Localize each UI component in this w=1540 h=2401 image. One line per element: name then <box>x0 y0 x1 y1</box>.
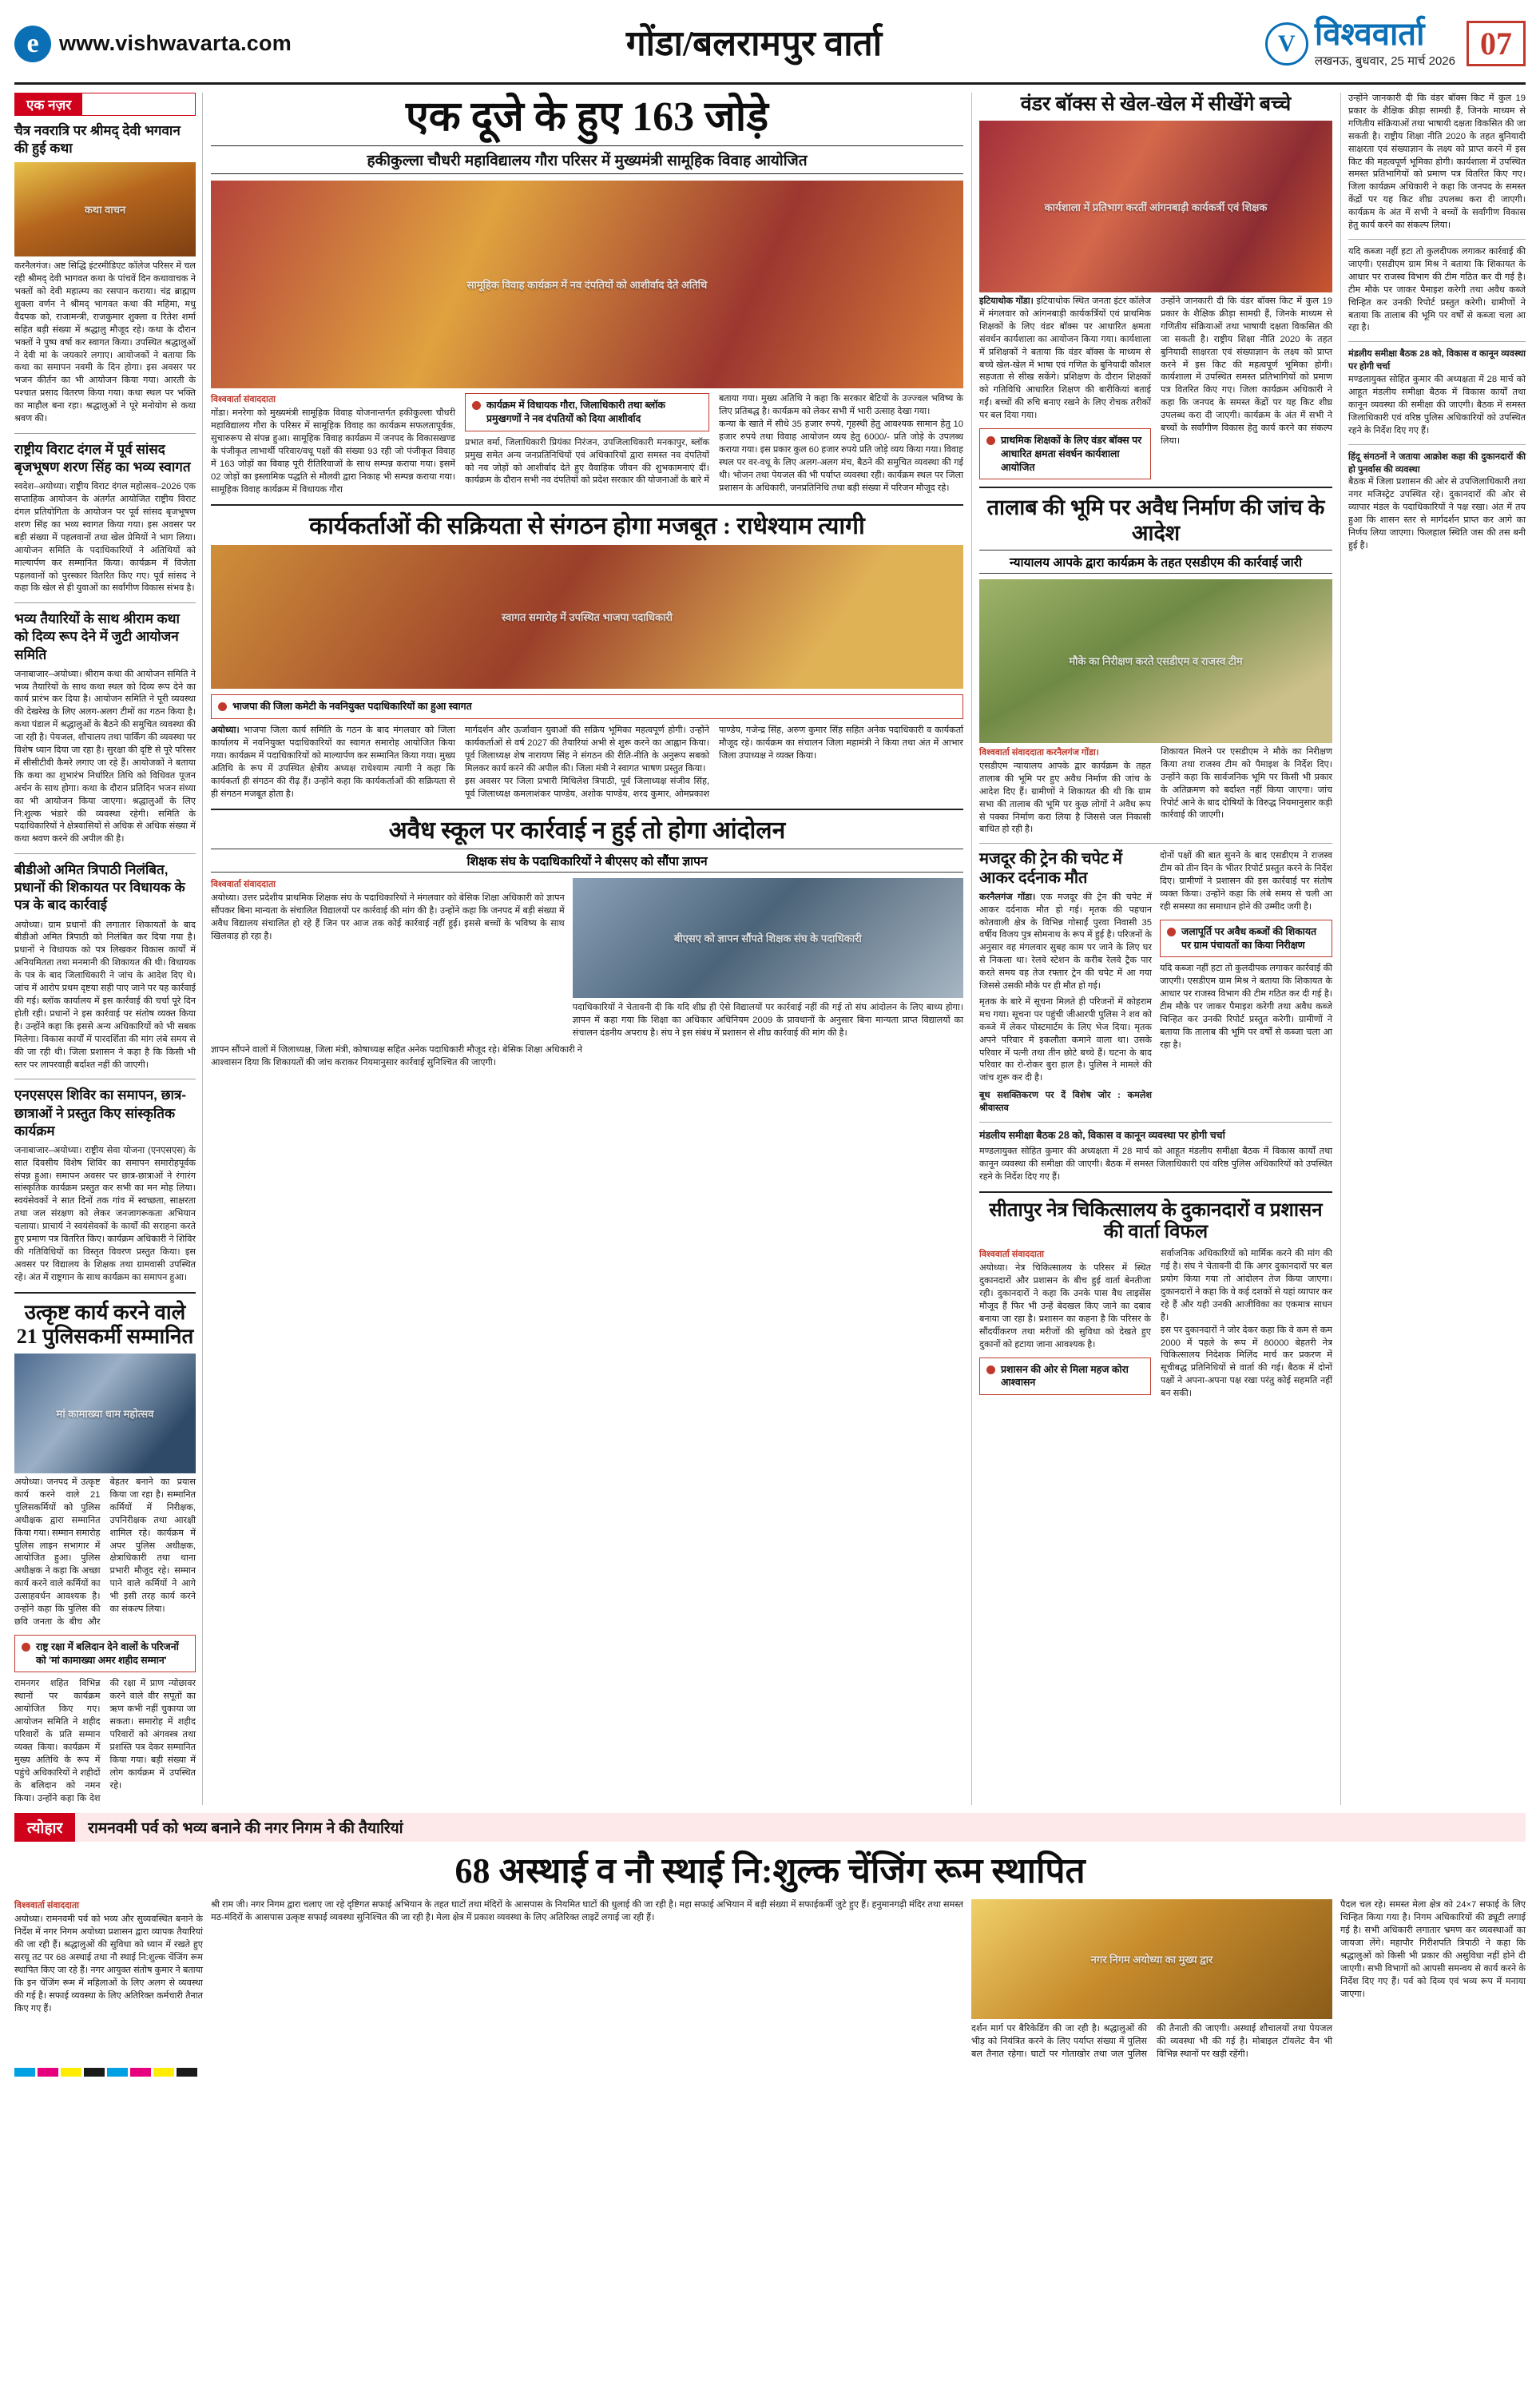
sidebar-headline-1[interactable]: चैत्र नवरात्रि पर श्रीमद् देवी भगवान की हुई कथा <box>14 123 181 157</box>
majdoor-byline: करनैलगंज गोंडा। <box>979 892 1036 902</box>
bullet-dot-icon <box>22 1643 30 1652</box>
reg-swatch-black-2 <box>177 2068 197 2077</box>
lead-headline[interactable]: एक दूजे के हुए 163 जोड़े <box>405 94 769 140</box>
reg-swatch-magenta <box>38 2068 58 2077</box>
lead-col-3: कन्या के खाते में सीधे 35 हजार रुपये, गृहस्थी हेतु आवश्यक सामान हेतु 10 हजार रुपये तथा विवाह आयोजन व्यय हेतु 6000/- प्रति जोड़े के उपलब्ध कराया गया। इस प्रकार कुल 60 हजार रुपये प्रति जोड़े व्यय किया गया। विवाह स्थल पर वर-वधू के लिए अलग-अलग मंच, बैठने की समुचित व्यवस्था की गई थी। भोजन तथा पेयजल की भी पर्याप्त व्यवस्था रही। कार्यक्रम स्थल पर जिला प्रशासन के अधिकारी, जनप्रतिनिधि तथा बड़ी संख्या में परिजन मौजूद रहे। <box>719 419 963 493</box>
color-registration-bar <box>14 2068 1526 2077</box>
lead-col-1: गोंडा। मनरेगा को मुख्यमंत्री सामूहिक विवाह योजनान्तर्गत हकीकुल्ला चौधरी महाविद्यालय गौरा के परिसर में सामूहिक विवाह का कार्यक्रम सफलतापूर्वक, सुचारुरूप से संपन्न हुआ। सामूहिक विवाह कार्यक्रम में जनपद के विकासखण्ड के पंजीकृत लाभार्थी परिवार/वधू पक्षों की संख्या 93 रही जो पंजीकृत विवाह में 163 जोड़ों का विवाह पूरी रीतिरिवाजों के साथ सम्पन्न कराया गया। इसमें 02 जोड़ों का इस्लामिक पद्धति से मौलवी द्वारा निकाह भी सम्पन्न कराया गया। सामूहिक विवाह कार्यक्रम में विधायक गौरा <box>211 408 455 495</box>
sitapur-byline: विश्ववार्ता संवाददाता <box>979 1250 1044 1260</box>
festival-text-4: पैदल चल रहे। समस्त मेला क्षेत्र को 24×7 सफाई के लिए चिन्हित किया गया है। निगम अधिकारियों की ड्यूटी लगाई गई है। सभी अधिकारी लगातार भ्रमण कर व्यवस्थाओं का जायजा लेंगे। महापौर गिरीशपति त्रिपाठी ने कहा कि श्रद्धालुओं को किसी भी प्रकार की असुविधा नहीं होने दी जाएगी। सभी विभागों को आपसी समन्वय से कार्य करने के निर्देश दिए गए हैं। पर्व को दिव्य एवं भव्य रूप में मनाया जाएगा। <box>1340 1900 1526 1999</box>
majdoor-col-2: मृतक के बारे में सूचना मिलते ही परिजनों में कोहराम मच गया। सूचना पर पहुंची जीआरपी पुलिस ने शव को कब्जे में लेकर पोस्टमार्टम के लिए भेज दिया। मृतक अपने परिवार में इकलौता कमाने वाला था। उसके परिवार में पत्नी तथा तीन छोटे बच्चे हैं। घटना के बाद परिवार का रो-रोकर बुरा हाल है। पुलिस ने मामले की जांच शुरू कर दी है। <box>979 996 1152 1083</box>
sidebar-text-2: स्वदेश–अयोध्या। राष्ट्रीय विराट दंगल महोत्सव–2026 एक सप्ताहिक आयोजन के अंतर्गत आयोजित राष्ट्रीय विराट दंगल प्रतियोगिता के आयोजन पर पूर्व सांसद बृजभूषण शरण सिंह का भव्य स्वागत किया गया। इस अवसर पर बड़ी संख्या में पहलवानों तथा खेल प्रेमियों ने भाग लिया। आयोजन समिति के पदाधिकारियों ने अतिथियों को माल्यार्पण कर सम्मानित किया। कार्यक्रम में विजेता पहलवानों को पुरस्कार वितरित किए गए। पूर्व सांसद ने कहा कि खेल से ही युवाओं का सर्वांगीण विकास संभव है। <box>14 482 196 594</box>
sidebar-callout-6 <box>14 1635 196 1672</box>
festival-strip-text: रामनवमी पर्व को भव्य बनाने की नगर निगम ने की तैयारियां <box>75 1813 1526 1842</box>
photo-placeholder-text: कथा वाचन <box>84 204 126 217</box>
bjp-headline[interactable]: कार्यकर्ताओं की सक्रियता से संगठन होगा मजबूत : राधेश्याम त्यागी <box>309 512 865 539</box>
callout-text: राष्ट्र रक्षा में बलिदान देने वालों के परिजनों को 'मां कामाख्या अमर शहीद सम्मान' <box>36 1640 179 1666</box>
divider <box>211 809 963 810</box>
bjp-callout <box>211 694 963 719</box>
sidebar-text-1: करनैलगंज। अष्ट सिद्धि इंटरमीडिएट कॉलेज परिसर में चल रही श्रीमद् देवी भागवत कथा के पांचवें दिन कथावाचक ने भक्तों को देवी महात्म्य का रसपान कराया। चंद्र ब्राह्मण शुक्ला वर्णन ने श्रीमद् भागवत कथा की महिमा, मधु वैदपक को, राजामन्त्री, राजकुमार शुक्ला व रितेश शर्मा सहित बड़ी संख्या में श्रद्धालु मौजूद रहे। कथा के दौरान भक्तों ने पुष्प वर्षा कर स्वागत किया। उपस्थित श्रद्धालुओं ने देवी मां के जयकारे लगाए। आयोजकों ने बताया कि कथा का समापन नवमी के दिन होगा। इस अवसर पर भजन कीर्तन का भी आयोजन किया गया। आरती के पश्चात प्रसाद वितरण किया गया। कथा स्थल पर भक्ति का माहौल बना रहा। श्रद्धालुओं ने पूरे मनोयोग से कथा श्रवण की। <box>14 261 196 424</box>
majdoor-col-1: एक मजदूर की ट्रेन की चपेट में आकर दर्दनाक मौत हो गई। मृतक की पहचान कोतवाली क्षेत्र के विभिन्न गोसाईं पुरवा निवासी 35 वर्षीय विजय पुत्र सोमनाथ के रूप में हुई है। परिजनों के अनुसार वह मंगलवार सुबह काम पर जाने के लिए घर से निकला था। रेलवे स्टेशन के करीब रेलवे ट्रैक पार करते समय वह तेज रफ्तार ट्रेन की चपेट में आ गया जिससे उसकी मौके पर ही मौत हो गई। <box>979 892 1152 992</box>
divider <box>979 1122 1332 1123</box>
school-byline: विश्ववार्ता संवाददाता <box>211 880 276 890</box>
brand-block <box>1265 18 1455 69</box>
wonderbox-photo <box>979 121 1332 292</box>
photo-caption-overlay: कार्यशाला में प्रतिभाग करतीं आंगनबाड़ी कार्यकर्त्री एवं शिक्षक <box>1044 201 1268 213</box>
lead-byline: विश्ववार्ता संवाददाता <box>211 395 276 405</box>
lead-col-2: प्रभात वर्मा, जिलाधिकारी प्रियंका निरंजन, उपजिलाधिकारी मनकापुर, ब्लॉक प्रमुख समेत अन्य जनप्रतिनिधियों एवं अधिकारियों द्वारा समस्त नव दंपतियों को नव जोड़ों को आशीर्वाद देते हुए वैवाहिक जीवन की शुभकामनाएं दीं। कार्यक्रम के दौरान सभी नव दंपतियों को प्रदेश सरकार की योजनाओं के बारे में बताया गया। मुख्य अतिथि ने कहा कि सरकार बेटियों के उज्ज्वल भविष्य के लिए प्रतिबद्ध है। कार्यक्रम को लेकर सभी में भारी उत्साह देखा गया। <box>465 394 963 486</box>
talab-col-4: यदि कब्जा नहीं हटा तो कुलदीपक लगाकर कार्रवाई की जाएगी। एसडीएम ग्राम मिश्र ने बताया कि शिकायत के आधार पर राजस्व विभाग की टीम गठित कर दी गई है। टीम मौके पर जाकर पैमाइश करेगी तथा अवैध कब्जे चिन्हित कर उनकी रिपोर्ट प्रस्तुत करेगी। ग्रामीणों ने बताया कि तालाब की भूमि पर वर्षों से कब्जा चला आ रहा है। <box>1160 964 1332 1050</box>
sidebar-text-6b: रामनगर शहित विभिन्न स्थानों पर कार्यक्रम आयोजित किए गए। आयोजन समिति ने शहीद परिवारों के प्रति सम्मान व्यक्त किया। कार्यक्रम में मुख्य अतिथि के रूप में पहुंचे अधिकारियों ने शहीदों के बलिदान को नमन किया। उन्होंने कहा कि देश की रक्षा में प्राण न्योछावर करने वाले वीर सपूतों का ऋण कभी नहीं चुकाया जा सकता। समारोह में शहीद परिवारों को अंगवस्त्र तथा प्रशस्ति पत्र देकर सम्मानित किया गया। बड़ी संख्या में लोग कार्यक्रम में उपस्थित रहे। <box>14 1679 196 1803</box>
festival-text-3: दर्शन मार्ग पर बैरिकेडिंग की जा रही है। श्रद्धालुओं की भीड़ को नियंत्रित करने के लिए पर्याप्त संख्या में पुलिस बल तैनात रहेगा। घाटों पर गोताखोर तथा जल पुलिस की तैनाती की जाएगी। अस्थाई शौचालयों तथा पेयजल की व्यवस्था भी की गई है। मोबाइल टॉयलेट वैन भी विभिन्न स्थानों पर खड़ी रहेंगी। <box>971 2024 1332 2060</box>
talab-photo <box>979 579 1332 743</box>
sidebar-headline-2[interactable]: राष्ट्रीय विराट दंगल में पूर्व सांसद बृजभूषण शरण सिंह का भव्य स्वागत <box>14 441 191 475</box>
bullet-dot-icon <box>218 702 227 711</box>
reg-swatch-magenta-2 <box>130 2068 151 2077</box>
talab-headline[interactable]: तालाब की भूमि पर अवैध निर्माण की जांच के आदेश <box>986 495 1325 545</box>
far-right-column <box>1340 93 1526 1805</box>
sidebar-photo-1 <box>14 162 196 256</box>
meeting-notice-right-text: मण्डलायुक्त सोहित कुमार की अध्यक्षता में 28 मार्च को आहूत मंडलीय समीक्षा बैठक में विकास कार्यों तथा कानून व्यवस्था की समीक्षा की जाएगी। बैठक में समस्त जिलाधिकारी एवं वरिष्ठ पुलिस अधिकारियों को उपस्थित रहने के निर्देश दिए गए हैं। <box>1348 375 1526 435</box>
festival-text-2: श्री राम जी। नगर निगम द्वारा चलाए जा रहे दृष्टिगत सफाई अभियान के तहत घाटों तथा मंदिरों के आसपास के नियमित घाटों की धुलाई की जा रही है। महा सफाई अभियान में बड़ी संख्या में सफाईकर्मी जुटे हुए हैं। हनुमानगढ़ी मंदिर तथा समस्त मठ-मंदिरों के आसपास उत्कृष्ट सफाई व्यवस्था सुनिश्चित की जा रही है। मेला क्षेत्र में प्रकाश व्यवस्था के लिए अतिरिक्त लाइटें लगाई जा रही हैं। <box>211 1900 963 1923</box>
festival-headline[interactable]: 68 अस्थाई व नौ स्थाई नि:शुल्क चेंजिंग रूम स्थापित <box>454 1851 1086 1891</box>
meeting-notice-headline[interactable]: मंडलीय समीक्षा बैठक 28 को, विकास व कानून व्यवस्था पर होगी चर्चा <box>979 1130 1225 1142</box>
brand-subtitle: लखनऊ, बुधवार, 25 मार्च 2026 <box>1314 54 1455 68</box>
photo-caption-overlay: स्वागत समारोह में उपस्थित भाजपा पदाधिकारी <box>501 611 673 624</box>
festival-photo <box>971 1899 1332 2019</box>
lead-subhead: हकीकुल्ला चौधरी महाविद्यालय गौरा परिसर में मुख्यमंत्री सामूहिक विवाह आयोजित <box>211 145 963 174</box>
sidebar-column <box>14 93 203 1805</box>
school-photo <box>573 878 963 998</box>
meeting-notice-right[interactable]: मंडलीय समीक्षा बैठक 28 को, विकास व कानून व्यवस्था पर होगी चर्चा <box>1348 349 1526 372</box>
masthead-right <box>1078 18 1526 69</box>
lead-photo <box>211 181 963 388</box>
reg-swatch-yellow <box>61 2068 81 2077</box>
photo-caption-overlay: नगर निगम अयोध्या का मुख्य द्वार <box>1090 1954 1213 1966</box>
talab-col-2: शिकायत मिलने पर एसडीएम ने मौके का निरीक्षण किया तथा राजस्व टीम को पैमाइश के निर्देश दिए। उन्होंने कहा कि सार्वजनिक भूमि पर किसी भी प्रकार के अतिक्रमण को बर्दाश्त नहीं किया जाएगा। जांच रिपोर्ट आने के बाद दोषियों के विरुद्ध नियमानुसार कड़ी कार्रवाई की जाएगी। <box>1161 746 1332 821</box>
divider <box>1348 444 1526 445</box>
school-col-1: अयोध्या। उत्तर प्रदेशीय प्राथमिक शिक्षक संघ के पदाधिकारियों ने मंगलवार को बेसिक शिक्षा अधिकारी को ज्ञापन सौंपकर बिना मान्यता के संचालित विद्यालयों पर कार्रवाई की मांग की है। उन्होंने कहा कि जनपद में बड़ी संख्या में अवैध विद्यालय संचालित हो रहे हैं जिन पर आज तक कोई कार्रवाई नहीं हुई। इससे बच्चों के भविष्य के साथ खिलवाड़ हो रहा है। <box>211 893 565 942</box>
wonderbox-col-2: उन्होंने जानकारी दी कि वंडर बॉक्स किट में कुल 19 प्रकार के शैक्षिक क्रीड़ा सामग्री हैं, जिनके माध्यम से गणितीय संक्रियाओं तथा भाषायी दक्षता विकसित की जा सकती है। राष्ट्रीय शिक्षा नीति 2020 के तहत बुनियादी साक्षरता एवं संख्याज्ञान के लक्ष्य को प्राप्त करने में इस किट की महत्वपूर्ण भूमिका होगी। कार्यशाला में उपस्थित समस्त प्रतिभागियों को प्रमाण पत्र वितरित किए गए। जिला कार्यक्रम अधिकारी ने कहा कि जनपद के समस्त केंद्रों पर यह किट शीघ्र उपलब्ध करा दी जाएगी। कार्यक्रम के अंत में सभी ने बच्चों के सर्वांगीण विकास हेतु कार्य करने का संकल्प लिया। <box>1161 296 1332 446</box>
talab-extra: यदि कब्जा नहीं हटा तो कुलदीपक लगाकर कार्रवाई की जाएगी। एसडीएम ग्राम मिश्र ने बताया कि शिकायत के आधार पर राजस्व विभाग की टीम गठित कर दी गई है। टीम मौके पर जाकर पैमाइश करेगी तथा अवैध कब्जे चिन्हित कर उनकी रिपोर्ट प्रस्तुत करेगी। ग्रामीणों ने बताया कि तालाब की भूमि पर वर्षों से कब्जा चला आ रहा है। <box>1348 246 1526 333</box>
ek-nazar-box <box>14 93 196 116</box>
callout-text: प्राथमिक शिक्षकों के लिए वंडर बॉक्स पर आधारित क्षमता संवर्धन कार्यशाला आयोजित <box>1001 435 1142 473</box>
school-block <box>211 878 963 1040</box>
masthead <box>14 11 1526 85</box>
bjp-body <box>211 725 963 801</box>
majdoor-left <box>979 850 1152 1115</box>
wonderbox-extra: उन्होंने जानकारी दी कि वंडर बॉक्स किट में कुल 19 प्रकार के शैक्षिक क्रीड़ा सामग्री हैं, जिनके माध्यम से गणितीय संक्रियाओं तथा भाषायी दक्षता विकसित की जा सकती है। राष्ट्रीय शिक्षा नीति 2020 के तहत बुनियादी साक्षरता एवं संख्याज्ञान के लक्ष्य को प्राप्त करने में इस किट की महत्वपूर्ण भूमिका होगी। कार्यशाला में उपस्थित समस्त प्रतिभागियों को प्रमाण पत्र वितरित किए गए। जिला कार्यक्रम अधिकारी ने कहा कि जनपद के समस्त केंद्रों पर यह किट शीघ्र उपलब्ध करा दी जाएगी। कार्यक्रम के अंत में सभी ने बच्चों के सर्वांगीण विकास हेतु कार्य करने का संकल्प लिया। <box>1348 93 1526 231</box>
center-right-column <box>971 93 1332 1805</box>
sidebar-text-6: अयोध्या। जनपद में उत्कृष्ट कार्य करने वाले 21 पुलिसकर्मियों को पुलिस अधीक्षक द्वारा सम्मानित किया गया। सम्मान समारोह पुलिस लाइन सभागार में आयोजित हुआ। पुलिस अधीक्षक ने कहा कि अच्छा कार्य करने वाले कर्मियों का उत्साहवर्धन आवश्यक है। उन्होंने कहा कि पुलिस की छवि जनता के बीच और बेहतर बनाने का प्रयास किया जा रहा है। सम्मानित कर्मियों में निरीक्षक, उपनिरीक्षक तथा आरक्षी शामिल रहे। कार्यक्रम में अपर पुलिस अधीक्षक, क्षेत्राधिकारी तथा थाना प्रभारी मौजूद रहे। सम्मान पाने वाले कर्मियों ने आगे भी इसी तरह कार्य करने का संकल्प लिया। <box>14 1477 196 1627</box>
photo-caption-overlay: बीएसए को ज्ञापन सौंपते शिक्षक संघ के पदाधिकारी <box>673 932 862 945</box>
wonderbox-col-1: इटियाथोक स्थित जनता इंटर कॉलेज में मंगलवार को आंगनबाड़ी कार्यकर्त्रियों एवं प्राथमिक शिक्षकों के लिए वंडर बॉक्स पर आधारित क्षमता संवर्धन कार्यशाला का आयोजन किया गया। कार्यशाला में प्रशिक्षकों ने बताया कि वंडर बॉक्स के माध्यम से बच्चे खेल-खेल में भाषा एवं गणित के बुनियादी कौशल सहजता से सीख सकेंगे। प्रशिक्षण के दौरान शिक्षकों को गतिविधि आधारित शिक्षण की बारीकियां बताई गईं। बच्चों की रुचि बनाए रखने के लिए रोचक तरीकों पर बल दिया गया। <box>979 296 1152 421</box>
talab-byline: विश्ववार्ता संवाददाता करनैलगंज गोंडा। <box>979 747 1099 757</box>
sidebar-text-3: जनाबाजार–अयोध्या। श्रीराम कथा की आयोजन समिति ने भव्य तैयारियों के साथ कथा स्थल को दिव्य रूप देने का कार्य प्रारंभ कर दिया है। आयोजन समिति ने पूरी व्यवस्था की देखरेख के लिए अलग-अलग टीमों का गठन किया है। कथा पंडाल में श्रद्धालुओं के बैठने की समुचित व्यवस्था की जा रही है। पेयजल, शौचालय तथा पार्किंग की व्यवस्था पर विशेष ध्यान दिया जा रहा है। सुरक्षा की दृष्टि से पूरे परिसर में सीसीटीवी कैमरे लगाए जा रहे हैं। आयोजकों ने बताया कि कथा का शुभारंभ निर्धारित तिथि को विधिवत पूजन अर्चन के साथ होगा। कथा के दौरान प्रतिदिन भजन संध्या का भी आयोजन किया जाएगा। श्रद्धालुओं के लिए नि:शुल्क भंडारे की व्यवस्था रहेगी। समिति के पदाधिकारियों ने क्षेत्रवासियों से अधिक से अधिक संख्या में कथा श्रवण करने की अपील की है। <box>14 669 196 845</box>
talab-right <box>1160 850 1332 1115</box>
festival-byline: विश्ववार्ता संवाददाता <box>14 1901 79 1911</box>
sitapur-right-head: हिंदू संगठनों ने जताया आक्रोश कहा की दुकानदारों की हो पुनर्वास की व्यवस्था <box>1348 451 1526 475</box>
reg-swatch-cyan-2 <box>107 2068 128 2077</box>
sidebar-headline-5[interactable]: एनएसएस शिविर का समापन, छात्र-छात्राओं ने प्रस्तुत किए सांस्कृतिक कार्यक्रम <box>14 1087 186 1139</box>
school-col-3: ज्ञापन सौंपने वालों में जिलाध्यक्ष, जिला मंत्री, कोषाध्यक्ष सहित अनेक पदाधिकारी मौजूद रहे। बेसिक शिक्षा अधिकारी ने आश्वासन दिया कि शिकायतों की जांच कराकर नियमानुसार कार्रवाई सुनिश्चित की जाएगी। <box>211 1045 582 1067</box>
festival-col-3 <box>971 1899 1332 2061</box>
school-headline[interactable]: अवैध स्कूल पर कार्रवाई न हुई तो होगा आंदोलन <box>388 817 786 844</box>
sidebar-photo-police <box>14 1354 196 1473</box>
callout-text: कार्यक्रम में विधायक गौरा, जिलाधिकारी तथा ब्लॉक प्रमुखगणों ने नव दंपतियों को दिया आशीर्वाद <box>486 400 665 424</box>
bjp-col-1: भाजपा जिला कार्य समिति के गठन के बाद मंगलवार को जिला कार्यालय में नवनियुक्त पदाधिकारियों का स्वागत समारोह आयोजित किया गया। कार्यक्रम में पदाधिकारियों को माल्यार्पण कर सम्मानित किया गया। मुख्य अतिथि के रूप में उपस्थित क्षेत्रीय अध्यक्ष राधेश्याम त्यागी ने कहा कि कार्यकर्ता ही संगठन की रीढ़ हैं। उन्होंने कहा कि कार्यकर्ताओं की सक्रियता से ही संगठन मजबूत होता है। <box>211 725 456 799</box>
sidebar-headline-6[interactable]: उत्कृष्ट कार्य करने वाले 21 पुलिसकर्मी सम्मानित <box>16 1300 194 1348</box>
sitapur-col-4: बैठक में जिला प्रशासन की ओर से उपजिलाधिकारी तथा नगर मजिस्ट्रेट उपस्थित रहे। दुकानदारों की ओर से व्यापार मंडल के पदाधिकारियों ने पक्ष रखा। अंत में तय हुआ कि शासन स्तर से मार्गदर्शन प्राप्त कर आगे का निर्णय लिया जाएगा। फिलहाल स्थिति जस की तस बनी हुई है। <box>1348 477 1526 551</box>
talab-callout <box>1160 920 1332 957</box>
festival-text-1: अयोध्या। रामनवमी पर्व को भव्य और सुव्यवस्थित बनाने के निर्देश में नगर निगम अयोध्या प्रशासन द्वारा व्यापक तैयारियां की जा रही हैं। श्रद्धालुओं की सुविधा को ध्यान में रखते हुए सरयू तट पर 68 अस्थाई तथा नौ स्थाई नि:शुल्क चेंजिंग रूम स्थापित किए जा रहे हैं। नगर आयुक्त संतोष कुमार ने बताया कि इन चेंजिंग रूम में महिलाओं के लिए अलग से व्यवस्था की गई है। सफाई व्यवस्था के लिए अतिरिक्त कर्मचारी तैनात किए गए हैं। <box>14 1914 203 2013</box>
sitapur-headline[interactable]: सीतापुर नेत्र चिकित्सालय के दुकानदारों व प्रशासन की वार्ता विफल <box>989 1199 1323 1243</box>
bullet-dot-icon <box>986 1365 995 1374</box>
festival-strip <box>14 1813 1526 1842</box>
reg-swatch-yellow-2 <box>153 2068 174 2077</box>
festival-col-2 <box>211 1899 963 2061</box>
talab-body <box>979 746 1332 837</box>
sidebar-text-5: जनाबाजार–अयोध्या। राष्ट्रीय सेवा योजना (एनएसएस) के सात दिवसीय विशेष शिविर का समापन समारोहपूर्वक संपन्न हुआ। समापन अवसर पर छात्र-छात्राओं ने रंगारंग सांस्कृतिक कार्यक्रम प्रस्तुत कर सभी का मन मोह लिया। स्वयंसेवकों ने सात दिनों तक गांव में स्वच्छता, साक्षरता तथा जल संरक्षण को लेकर जनजागरूकता अभियान चलाया। प्राचार्य ने स्वयंसेवकों के कार्यों की सराहना करते हुए प्रमाण पत्र वितरित किए। कार्यक्रम अधिकारी ने शिविर की गतिविधियों का विस्तृत विवरण प्रस्तुत किया। इस अवसर पर विद्यालय के शिक्षक तथा ग्रामवासी उपस्थित रहे। अंत में राष्ट्रगान के साथ कार्यक्रम का समापन हुआ। <box>14 1145 196 1282</box>
divider <box>14 433 196 434</box>
sidebar-headline-3[interactable]: भव्य तैयारियों के साथ श्रीराम कथा को दिव्य रूप देने में जुटी आयोजन समिति <box>14 611 180 662</box>
website-url[interactable]: www.vishwavarta.com <box>59 31 292 55</box>
page-grid <box>14 93 1526 1805</box>
school-col-2: पदाधिकारियों ने चेतावनी दी कि यदि शीघ्र ही ऐसे विद्यालयों पर कार्रवाई नहीं की गई तो संघ आंदोलन के लिए बाध्य होगा। ज्ञापन में कहा गया कि शिक्षा का अधिकार अधिनियम 2009 के प्रावधानों के अनुसार बिना मान्यता प्राप्त विद्यालयों का संचालन दंडनीय अपराध है। संघ ने इस संबंध में प्रशासन से शीघ्र कार्रवाई की मांग की है। <box>572 1003 963 1039</box>
divider <box>979 1191 1332 1193</box>
divider <box>979 487 1332 488</box>
booth-subhead: बूथ सशक्तिकरण पर दें विशेष जोर : कमलेश श्रीवास्तव <box>979 1091 1152 1114</box>
page-number: 07 <box>1467 21 1526 66</box>
globe-icon: V <box>1265 22 1308 66</box>
divider <box>14 853 196 854</box>
bullet-dot-icon <box>472 401 481 410</box>
majdoor-block <box>979 850 1332 1115</box>
bullet-dot-icon <box>1167 928 1176 936</box>
epaper-logo-icon: e <box>14 26 51 62</box>
sitapur-callout <box>979 1358 1151 1395</box>
sidebar-text-4: अयोध्या। ग्राम प्रधानों की लगातार शिकायतों के बाद बीडीओ अमित त्रिपाठी को निलंबित कर दिया गया है। प्रधानों ने विधायक को पत्र लिखकर विकास कार्यों में अनियमितता तथा मनमानी की शिकायत की थी। विधायक के पत्र के बाद जिलाधिकारी ने जांच के आदेश दिए थे। जांच में आरोप प्रथम दृष्टया सही पाए जाने पर यह कार्रवाई की गई। ब्लॉक कार्यालय में इस कार्रवाई की चर्चा पूरे दिन होती रही। प्रधानों ने इस कार्रवाई पर संतोष व्यक्त किया है। उन्होंने कहा कि इससे अन्य अधिकारियों को भी सबक मिलेगा। विकास कार्यों में पारदर्शिता की मांग लंबे समय से की जा रही थी। जिला प्रशासन ने कहा है कि किसी भी स्तर पर लापरवाही बर्दाश्त नहीं की जाएगी। <box>14 920 196 1070</box>
wonderbox-body <box>979 296 1332 479</box>
lead-column <box>211 93 963 1805</box>
photo-caption-overlay: मौके का निरीक्षण करते एसडीएम व राजस्व टीम <box>1069 655 1243 668</box>
festival-col-1 <box>14 1899 203 2061</box>
callout-text: जलापूर्ति पर अवैध कब्जों की शिकायत पर ग्राम पंचायतों का किया निरीक्षण <box>1181 925 1317 951</box>
sitapur-col-1: अयोध्या। नेत्र चिकित्सालय के परिसर में स्थित दुकानदारों और प्रशासन के बीच हुई वार्ता बेनतीजा रही। दुकानदारों ने कहा कि उनके पास वैध लाइसेंस मौजूद हैं फिर भी उन्हें बेदखल किए जाने का दबाव बनाया जा रहा है। प्रशासन का कहना है कि परिसर के सौंदर्यीकरण तथा मरीजों की सुविधा को देखते हुए दुकानों को हटाया जाना आवश्यक है। <box>979 1263 1151 1350</box>
brand-name: विश्ववार्ता <box>1314 16 1425 52</box>
meeting-notice-text: मण्डलायुक्त सोहित कुमार की अध्यक्षता में 28 मार्च को आहूत मंडलीय समीक्षा बैठक में विकास कार्यों तथा कानून व्यवस्था की समीक्षा की जाएगी। बैठक में समस्त जिलाधिकारी एवं वरिष्ठ पुलिस अधिकारियों को उपस्थित रहने के निर्देश दिए गए हैं। <box>979 1146 1332 1182</box>
bjp-col-3: इस अवसर पर जिला प्रभारी मिथिलेश त्रिपाठी, पूर्व जिलाध्यक्ष संजीव सिंह, पूर्व जिलाध्यक्ष कमलाशंकर पाण्डेय, अशोक पाण्डेय, शरद कुमार, ओमप्रकाश पाण्डेय, गजेन्द्र सिंह, अरुण कुमार सिंह सहित अनेक पदाधिकारी व कार्यकर्ता मौजूद रहे। कार्यक्रम का संचालन जिला महामंत्री ने किया तथा अंत में आभार जिला उपाध्यक्ष ने व्यक्त किया। <box>465 725 963 799</box>
talab-col-3: दोनों पक्षों की बात सुनने के बाद एसडीएम ने राजस्व टीम को तीन दिन के भीतर रिपोर्ट प्रस्तुत करने के निर्देश दिए। ग्रामीणों ने प्रशासन की इस कार्रवाई पर संतोष व्यक्त किया। उन्होंने कहा कि लंबे समय से चली आ रही समस्या का समाधान होने की उम्मीद जगी है। <box>1160 851 1332 912</box>
school-subhead: शिक्षक संघ के पदाधिकारियों ने बीएसए को सौंपा ज्ञापन <box>211 849 963 873</box>
majdoor-headline[interactable]: मजदूर की ट्रेन की चपेट में आकर दर्दनाक मौत <box>979 850 1122 887</box>
sidebar-headline-4[interactable]: बीडीओ अमित त्रिपाठी निलंबित, प्रधानों की शिकायत पर विधायक के पत्र के बाद कार्रवाई <box>14 862 185 913</box>
sitapur-col-2: सर्वाजनिक अधिकारियों को मार्मिक करने की मांग की गई है। संघ ने चेतावनी दी कि अगर दुकानदारों पर बल प्रयोग किया गया तो आंदोलन तेज किया जाएगा। दुकानदारों ने कहा कि वे कई दशकों से यहां व्यापार कर रहे हैं और यही उनकी आजीविका का एकमात्र साधन है। <box>1161 1249 1332 1322</box>
reg-swatch-black <box>84 2068 105 2077</box>
bjp-col-2: मार्गदर्शन और ऊर्जावान युवाओं की सक्रिय भूमिका महत्वपूर्ण होगी। उन्होंने कार्यकर्ताओं से वर्ष 2027 की तैयारियां अभी से शुरू करने का आह्वान किया। पूर्व जिलाध्यक्ष शेष नारायण सिंह ने संगठन की रीति-नीति के अनुरूप सबको मिलकर कार्य करने की अपील की। जिला मंत्री ने स्वागत भाषण प्रस्तुत किया। <box>465 725 709 773</box>
bjp-dateline: अयोध्या। <box>211 725 240 736</box>
divider <box>211 504 963 506</box>
lead-callout <box>465 393 709 431</box>
wonderbox-headline[interactable]: वंडर बॉक्स से खेल-खेल में सीखेंगे बच्चे <box>1020 93 1292 115</box>
divider <box>1348 239 1526 240</box>
photo-caption-overlay: सामूहिक विवाह कार्यक्रम में नव दंपतियों को आशीर्वाद देते अतिथि <box>466 279 708 292</box>
school-photo-block <box>573 878 963 1040</box>
divider <box>979 843 1332 844</box>
callout-text: भाजपा की जिला कमेटी के नवनियुक्त पदाधिकारियों का हुआ स्वागत <box>232 701 472 713</box>
wonderbox-callout <box>979 428 1151 479</box>
bullet-dot-icon <box>986 436 995 445</box>
talab-col-1: एसडीएम न्यायालय आपके द्वार कार्यक्रम के तहत तालाब की भूमि पर हुए अवैध निर्माण की जांच के आदेश दिए हैं। ग्रामीणों ने शिकायत की थी कि ग्राम सभा की तालाब की भूमि पर कुछ लोगों ने अवैध रूप से पक्का निर्माण करा लिया है जिससे जल निकासी बाधित हो रही है। <box>979 761 1151 835</box>
ek-nazar-tag: एक नज़र <box>15 93 82 115</box>
bjp-photo <box>211 545 963 689</box>
wonderbox-byline: इटियाथोक गोंडा। <box>979 296 1034 306</box>
callout-text: प्रशासन की ओर से मिला महज कोरा आश्वासन <box>1001 1363 1129 1389</box>
divider <box>14 1292 196 1294</box>
divider <box>14 602 196 603</box>
sitapur-body <box>979 1248 1332 1401</box>
lead-body <box>211 393 963 496</box>
masthead-left <box>14 26 430 62</box>
festival-grid <box>14 1899 1526 2061</box>
edition-title: गोंडा/बलरामपुर वार्ता <box>625 23 883 63</box>
festival-tag: त्योहार <box>14 1813 75 1842</box>
divider <box>1348 341 1526 342</box>
photo-caption-overlay: मां कामाख्या धाम महोत्सव <box>56 1408 154 1420</box>
talab-subhead: न्यायालय आपके द्वारा कार्यक्रम के तहत एसडीएम की कार्रवाई जारी <box>979 550 1332 574</box>
school-text-block <box>211 878 565 1040</box>
festival-col-4 <box>1340 1899 1526 2061</box>
reg-swatch-cyan <box>14 2068 35 2077</box>
sitapur-col-3: इस पर दुकानदारों ने जोर देकर कहा कि वे कम से कम 2000 में पहले के रूप में 80000 बेहतरी नेत्र चिकित्सालय निदेशक मिलिंद मार्च कर प्रकरण में सूचीबद्ध प्रतिनिधियों से वार्ता की गई। बैठक में दोनों पक्षों ने अपना-अपना पक्ष रखा परंतु कोई सहमति नहीं बन सकी। <box>1161 1325 1332 1399</box>
